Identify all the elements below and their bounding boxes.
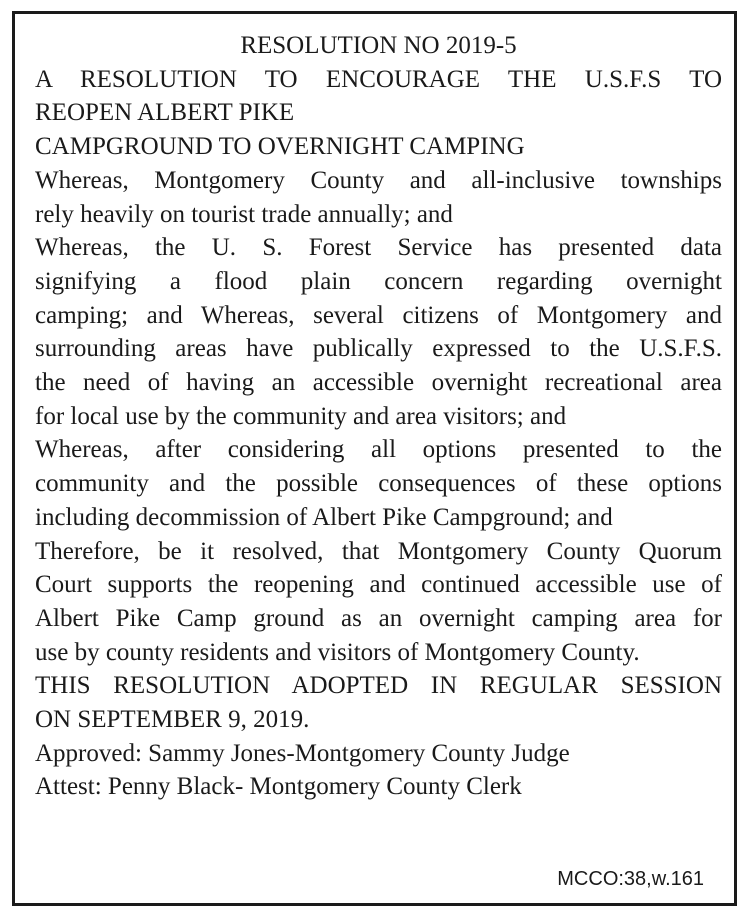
- therefore-line-2: Court supports the reopening and continued accessible use of: [35, 571, 722, 599]
- whereas-forest-service-line-1: Whereas, the U. S. Forest Service has presented data: [35, 234, 722, 262]
- resolution-title-line-3: CAMPGROUND TO OVERNIGHT CAMPING: [35, 133, 525, 161]
- publication-code: MCCO:38,w.161: [557, 868, 704, 890]
- whereas-options-line-1: Whereas, after considering all options presented to the: [35, 436, 722, 464]
- legal-notice-box: [12, 11, 737, 906]
- therefore-line-4: use by county residents and visitors of Montgomery County.: [35, 638, 640, 666]
- resolution-title-line-1: A RESOLUTION TO ENCOURAGE THE U.S.F.S TO: [35, 65, 722, 93]
- resolution-text: [35, 29, 722, 804]
- whereas-forest-service-line-6: for local use by the community and area visitors; and: [35, 402, 567, 430]
- whereas-options-line-2: community and the possible consequences of these options: [35, 470, 722, 498]
- whereas-forest-service-line-4: surrounding areas have publically expressed to the U.S.F.S.: [35, 335, 722, 363]
- therefore-line-3: Albert Pike Camp ground as an overnight camping area for: [35, 604, 722, 632]
- whereas-forest-service-line-5: the need of having an accessible overnight recreational area: [35, 369, 722, 397]
- attest-signature-line: Attest: Penny Black- Montgomery County Clerk: [35, 773, 522, 801]
- adoption-statement-line-2: ON SEPTEMBER 9, 2019.: [35, 706, 310, 734]
- whereas-forest-service-line-2: signifying a flood plain concern regarding overnight: [35, 267, 722, 295]
- whereas-tourism-line-1: Whereas, Montgomery County and all-inclusive townships: [35, 166, 722, 194]
- resolution-number: RESOLUTION NO 2019-5: [240, 32, 517, 59]
- whereas-options-line-3: including decommission of Albert Pike Campground; and: [35, 503, 613, 531]
- resolution-title-line-2: REOPEN ALBERT PIKE: [35, 99, 295, 127]
- approved-signature-line: Approved: Sammy Jones-Montgomery County Judge: [35, 739, 570, 767]
- therefore-line-1: Therefore, be it resolved, that Montgomery County Quorum: [35, 537, 722, 565]
- whereas-tourism-line-2: rely heavily on tourist trade annually; and: [35, 200, 453, 228]
- whereas-forest-service-line-3: camping; and Whereas, several citizens of Montgomery and: [35, 301, 722, 329]
- adoption-statement-line-1: THIS RESOLUTION ADOPTED IN REGULAR SESSION: [35, 672, 722, 700]
